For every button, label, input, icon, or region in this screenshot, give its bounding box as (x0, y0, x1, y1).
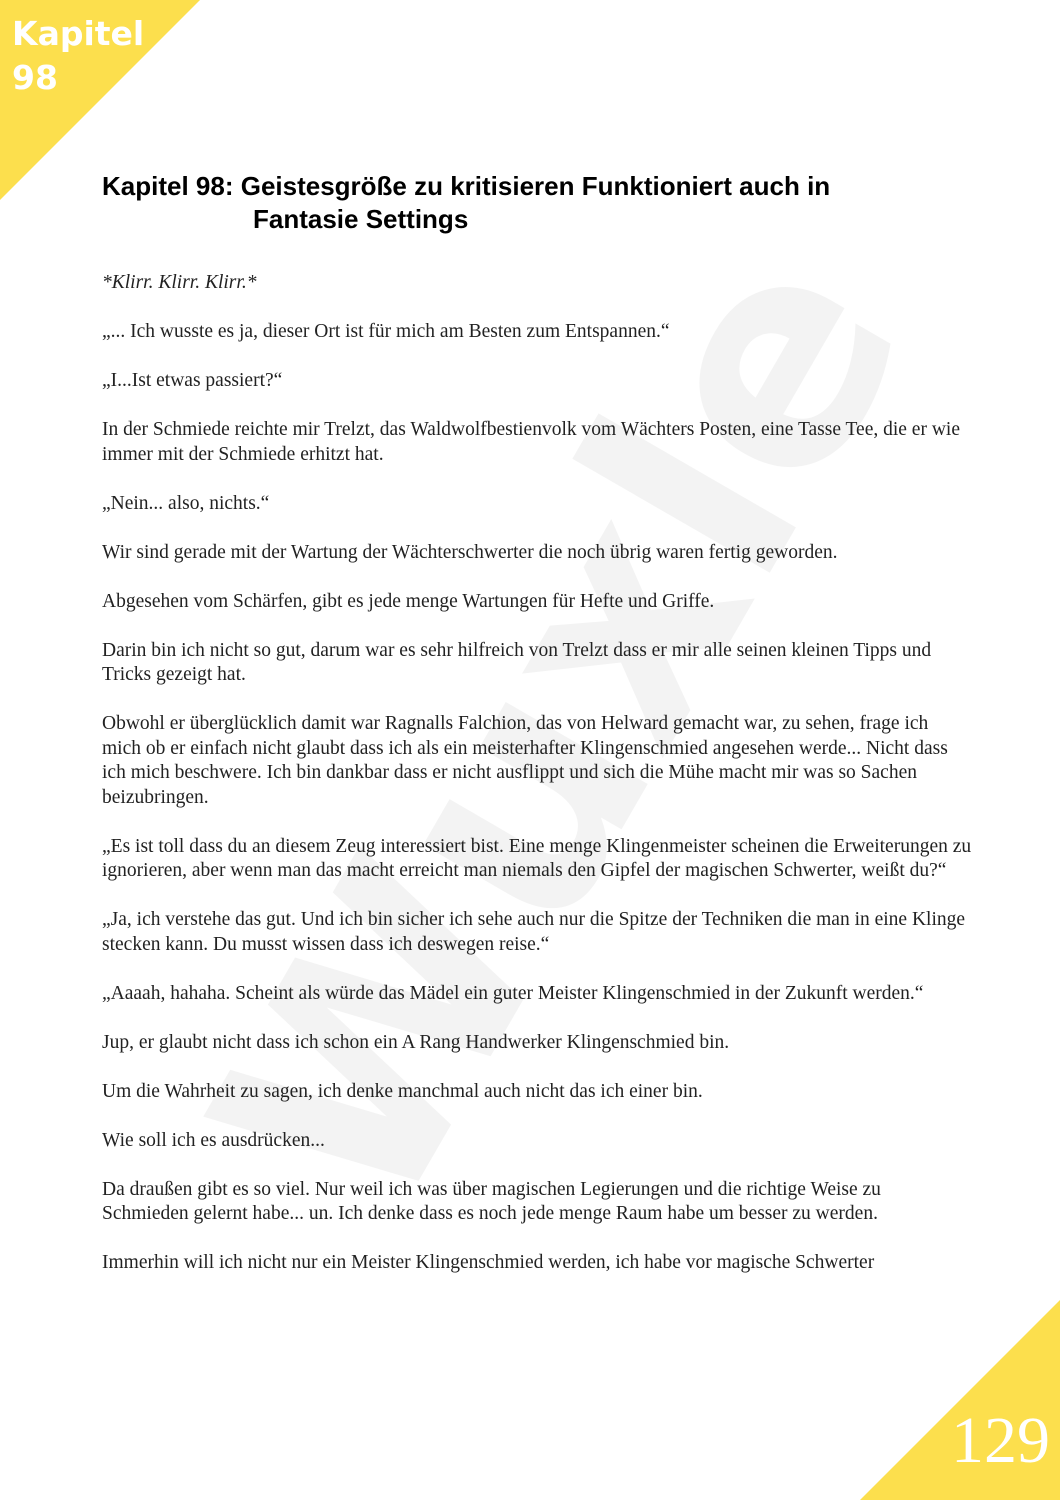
chapter-body (102, 271, 972, 1300)
paragraph: „Aaaah, hahaha. Scheint als würde das Mädel ein guter Meister Klingenschmied in der Zukunft werden.“ (102, 982, 924, 1004)
paragraph: Abgesehen vom Schärfen, gibt es jede menge Wartungen für Hefte und Griffe. (102, 590, 715, 612)
paragraph: Immerhin will ich nicht nur ein Meister Klingenschmied werden, ich habe vor magische Schwerter (102, 1252, 875, 1273)
chapter-corner-word: Kapitel (12, 14, 145, 53)
paragraph: Wie soll ich es ausdrücken... (102, 1129, 325, 1151)
paragraph: Um die Wahrheit zu sagen, ich denke manchmal auch nicht das ich einer bin. (102, 1080, 703, 1102)
paragraph: Obwohl er überglücklich damit war Ragnalls Falchion, das von Helward gemacht war, zu sehen, frage ich mich ob er einfach nicht glaubt dass ich als ein meisterhafter Klingenschmied angesehen werde... Nicht dass ich mich beschwere. Ich bin dankbar dass er nicht ausflippt und sich die Mühe macht mir was so Sachen beizubringen. (102, 713, 948, 808)
paragraph: „... Ich wusste es ja, dieser Ort ist für mich am Besten zum Entspannen.“ (102, 321, 670, 342)
paragraph: In der Schmiede reichte mir Trelzt, das Waldwolfbestienvolk vom Wächters Posten, eine Tasse Tee, die er wie immer mit der Schmiede erhitzt hat. (102, 419, 960, 465)
chapter-title-line1: Geistesgröße zu kritisieren Funktioniert auch in (240, 171, 831, 201)
paragraph: Darin bin ich nicht so gut, darum war es sehr hilfreich von Trelzt dass er mir alle seinen kleinen Tipps und Tricks gezeigt hat. (102, 639, 932, 685)
paragraph: „I...Ist etwas passiert?“ (102, 370, 283, 391)
chapter-corner-label (12, 12, 144, 100)
paragraph: *Klirr. Klirr. Klirr.* (102, 272, 257, 293)
chapter-title-prefix: Kapitel 98: (102, 171, 241, 201)
chapter-title-line2: Fantasie Settings (253, 204, 469, 234)
paragraph: Wir sind gerade mit der Wartung der Wächterschwerter die noch übrig waren fertig geworden. (102, 541, 838, 563)
paragraph: Da draußen gibt es so viel. Nur weil ich was über magischen Legierungen und die richtige Weise zu Schmieden gelernt habe... un. Ich denke dass es noch jede menge Raum habe um besser zu werden. (102, 1178, 881, 1224)
paragraph: „Ja, ich verstehe das gut. Und ich bin sicher ich sehe auch nur die Spitze der Techniken die man in eine Klinge stecken kann. Du musst wissen dass ich deswegen reise.“ (102, 909, 966, 955)
paragraph: Jup, er glaubt nicht dass ich schon ein A Rang Handwerker Klingenschmied bin. (102, 1031, 730, 1053)
paragraph: „Es ist toll dass du an diesem Zeug interessiert bist. Eine menge Klingenmeister scheinen die Erweiterungen zu ignorieren, aber wenn man das macht erreicht man niemals den Gipfel der magischen Schwerter, weißt du?“ (102, 835, 972, 881)
chapter-corner-number: 98 (12, 58, 58, 97)
paragraph: „Nein... also, nichts.“ (102, 492, 270, 514)
chapter-title (102, 170, 962, 236)
page-number: 129 (951, 1404, 1050, 1477)
